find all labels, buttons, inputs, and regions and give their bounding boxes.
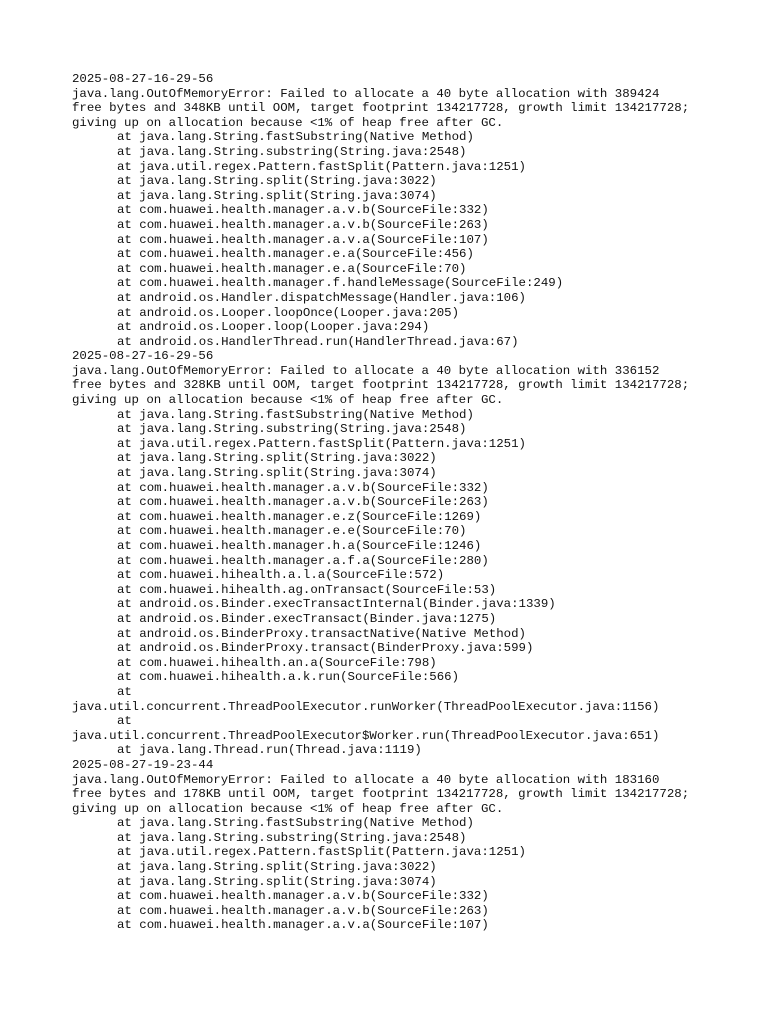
stack-frame-line: at com.huawei.hihealth.ag.onTransact(SourceFile:53) xyxy=(117,582,497,597)
stack-frame-line: at com.huawei.health.manager.h.a(SourceFile:1246) xyxy=(117,539,482,553)
stack-frame-line: at com.huawei.health.manager.a.v.b(SourceFile:332) xyxy=(117,203,489,218)
stack-frame-line: at com.huawei.health.manager.e.a(SourceFile:456) xyxy=(117,247,474,262)
stack-frame-line: at java.lang.String.split(String.java:3022) xyxy=(117,860,437,875)
stack-frame-line: at android.os.Looper.loop(Looper.java:294) xyxy=(117,320,430,335)
stack-frame-line: at java.lang.String.split(String.java:3074) xyxy=(117,874,437,889)
stack-frame-line: at android.os.Handler.dispatchMessage(Handler.java:106) xyxy=(117,290,526,305)
stack-frame-line: at java.lang.String.substring(String.java:2548) xyxy=(117,422,467,437)
stack-frame-line: at java.lang.String.split(String.java:3074) xyxy=(117,188,437,203)
log-header-line: java.lang.OutOfMemoryError: Failed to allocate a 40 byte allocation with 389424 xyxy=(72,86,660,101)
log-header-line: java.util.concurrent.ThreadPoolExecutor.runWorker(ThreadPoolExecutor.java:1156) xyxy=(72,699,660,714)
stack-frame-line: at com.huawei.health.manager.a.v.a(SourceFile:107) xyxy=(117,918,489,933)
stack-frame-line: at java.lang.String.fastSubstring(Native Method) xyxy=(117,816,474,831)
stack-frame-line: at java.util.regex.Pattern.fastSplit(Pattern.java:1251) xyxy=(117,845,526,860)
stack-frame-line: at com.huawei.health.manager.a.v.b(SourceFile:332) xyxy=(117,480,489,495)
stack-frame-line: at java.lang.String.fastSubstring(Native Method) xyxy=(117,130,474,145)
stack-frame-line: at com.huawei.health.manager.a.v.a(SourceFile:107) xyxy=(117,232,489,247)
stack-frame-line: at android.os.Binder.execTransactInternal(Binder.java:1339) xyxy=(117,597,556,612)
stack-frame-line: at android.os.Binder.execTransact(Binder.java:1275) xyxy=(117,611,497,626)
log-header-line: 2025-08-27-16-29-56 xyxy=(72,349,214,364)
stack-frame-line: at com.huawei.health.manager.a.v.b(SourceFile:332) xyxy=(117,889,489,904)
stack-frame-line: at java.lang.String.split(String.java:3022) xyxy=(117,174,437,189)
log-header-line: java.util.concurrent.ThreadPoolExecutor$Worker.run(ThreadPoolExecutor.java:651) xyxy=(72,728,660,743)
stack-frame-line: at java.lang.String.split(String.java:3074) xyxy=(117,466,437,481)
log-header-line: free bytes and 348KB until OOM, target footprint 134217728, growth limit 134217728; xyxy=(72,101,690,116)
stack-frame-line: at java.lang.String.fastSubstring(Native Method) xyxy=(117,407,474,422)
stack-frame-line: at xyxy=(117,714,132,729)
stack-frame-line: at java.lang.Thread.run(Thread.java:1119) xyxy=(117,743,422,758)
stack-frame-line: at com.huawei.health.manager.e.z(SourceFile:1269) xyxy=(117,509,482,524)
stack-frame-line: at com.huawei.health.manager.a.v.b(SourceFile:263) xyxy=(117,217,489,232)
log-header-line: 2025-08-27-16-29-56 xyxy=(72,72,214,86)
stack-frame-line: at android.os.HandlerThread.run(HandlerThread.java:67) xyxy=(117,334,519,349)
log-header-line: giving up on allocation because <1% of heap free after GC. xyxy=(72,801,504,816)
stack-frame-line: at android.os.BinderProxy.transactNative(Native Method) xyxy=(117,626,526,641)
stack-frame-line: at java.lang.String.substring(String.java:2548) xyxy=(117,144,467,159)
stack-frame-line: at java.util.regex.Pattern.fastSplit(Pattern.java:1251) xyxy=(117,159,526,174)
log-header-line: giving up on allocation because <1% of heap free after GC. xyxy=(72,115,504,130)
stack-frame-line: at com.huawei.hihealth.a.k.run(SourceFile:566) xyxy=(117,670,460,685)
log-header-line: giving up on allocation because <1% of heap free after GC. xyxy=(72,393,504,408)
log-document xyxy=(72,72,712,933)
stack-frame-line: at java.lang.String.substring(String.java:2548) xyxy=(117,830,467,845)
stack-frame-line: at java.lang.String.split(String.java:3022) xyxy=(117,451,437,466)
stack-frame-line: at com.huawei.health.manager.e.a(SourceFile:70) xyxy=(117,261,467,276)
stack-frame-line: at com.huawei.health.manager.a.v.b(SourceFile:263) xyxy=(117,495,489,510)
log-header-line: 2025-08-27-19-23-44 xyxy=(72,757,214,772)
stack-frame-line: at xyxy=(117,684,132,699)
stack-frame-line: at com.huawei.health.manager.a.v.b(SourceFile:263) xyxy=(117,903,489,918)
log-header-line: java.lang.OutOfMemoryError: Failed to allocate a 40 byte allocation with 336152 xyxy=(72,363,660,378)
log-header-line: java.lang.OutOfMemoryError: Failed to allocate a 40 byte allocation with 183160 xyxy=(72,772,660,787)
stack-frame-line: at com.huawei.health.manager.f.handleMessage(SourceFile:249) xyxy=(117,276,564,291)
stack-frame-line: at android.os.BinderProxy.transact(BinderProxy.java:599) xyxy=(117,641,534,656)
stack-frame-line: at com.huawei.hihealth.a.l.a(SourceFile:572) xyxy=(117,568,445,583)
log-header-line: free bytes and 328KB until OOM, target footprint 134217728, growth limit 134217728; xyxy=(72,378,690,393)
stack-frame-line: at com.huawei.health.manager.a.f.a(SourceFile:280) xyxy=(117,553,489,568)
log-header-line: free bytes and 178KB until OOM, target footprint 134217728, growth limit 134217728; xyxy=(72,787,690,802)
stack-frame-line: at java.util.regex.Pattern.fastSplit(Pattern.java:1251) xyxy=(117,436,526,451)
stack-frame-line: at com.huawei.health.manager.e.e(SourceFile:70) xyxy=(117,524,467,539)
stack-frame-line: at com.huawei.hihealth.an.a(SourceFile:798) xyxy=(117,655,437,670)
stack-frame-line: at android.os.Looper.loopOnce(Looper.java:205) xyxy=(117,305,460,320)
